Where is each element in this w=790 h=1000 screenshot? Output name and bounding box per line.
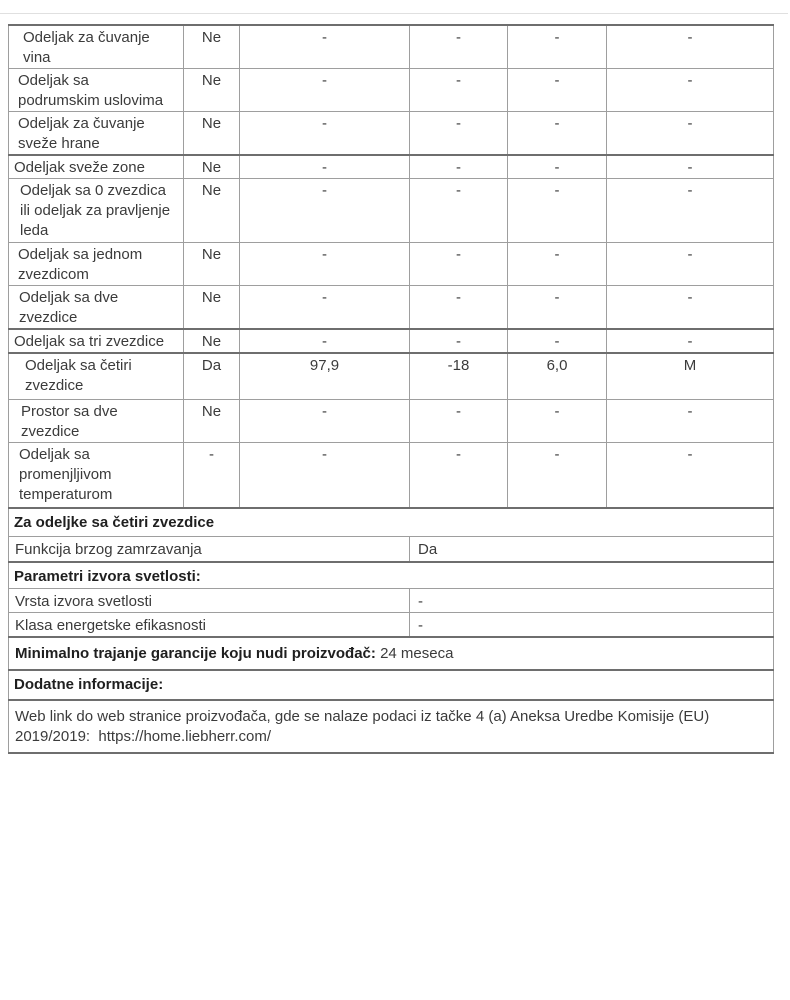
text-line: Odeljak sa četiri [25,357,132,374]
compartment-data-value: - [607,179,774,243]
weblink-text-line2 [15,727,763,747]
compartment-data-value: - [410,69,508,112]
compartment-row [9,329,774,353]
section-header-label: Dodatne informacije: [9,670,774,700]
text-line: Odeljak za čuvanje [23,29,150,46]
text-line: vina [23,49,51,66]
compartment-data-value: - [240,329,410,353]
text-line: ili odeljak za pravljenje [20,202,171,219]
compartment-data-value: - [410,112,508,156]
compartment-row [9,399,774,442]
section-header-label: Parametri izvora svetlosti: [9,562,774,588]
compartment-row [9,112,774,156]
compartment-data-value: - [410,155,508,179]
text-line: temperaturom [19,485,113,503]
compartment-present-value: Ne [184,155,240,179]
text-line: Odeljak sveže zone [14,159,145,176]
compartment-row [9,155,774,179]
compartment-row [9,25,774,69]
weblink-prefix: 2019/2019: [15,727,99,745]
compartment-row [9,179,774,243]
compartment-present-value: Ne [184,25,240,69]
compartment-data-value: - [240,112,410,156]
compartment-data-value: - [607,69,774,112]
compartment-present-value: Da [184,353,240,399]
compartment-data-value: - [240,399,410,442]
text-line: zvezdice [19,309,78,326]
compartment-name [9,243,184,286]
section-header-label: Za odeljke sa četiri zvezdice [9,508,774,536]
compartment-name [9,442,184,508]
compartment-data-value: - [508,286,607,330]
page-divider-line [0,13,788,14]
compartment-data-value: - [607,329,774,353]
compartment-data-value: - [410,399,508,442]
parameter-label: Funkcija brzog zamrzavanja [9,536,410,562]
parameter-label: Klasa energetske efikasnosti [9,612,410,637]
compartment-data-value: - [508,25,607,69]
compartment-data-value: - [240,286,410,330]
compartment-data-value: 97,9 [240,353,410,399]
compartment-row [9,243,774,286]
compartment-name [9,329,184,353]
compartment-data-value: - [410,25,508,69]
compartment-present-value: Ne [184,329,240,353]
parameter-value: - [410,588,774,612]
compartment-data-value: - [607,286,774,330]
compartment-data-value: - [607,155,774,179]
compartment-name [9,25,184,69]
compartment-data-value: - [410,243,508,286]
compartment-data-value: - [410,329,508,353]
parameter-value: Da [410,536,774,562]
weblink-row [9,700,774,753]
compartment-data-value: - [508,243,607,286]
compartment-data-value: - [410,286,508,330]
section-header-row [9,508,774,536]
compartment-data-value: - [240,179,410,243]
compartment-data-value: M [607,353,774,399]
text-line: sveže hrane [18,135,100,152]
compartment-data-value: 6,0 [508,353,607,399]
compartment-present-value: Ne [184,179,240,243]
text-line: Odeljak sa 0 zvezdica [20,182,166,199]
weblink-cell [9,700,774,753]
text-line: Odeljak sa dve [19,289,119,306]
compartment-name [9,69,184,112]
text-line: podrumskim uslovima [18,92,164,109]
compartment-data-value: - [607,442,774,508]
compartment-data-value: - [508,399,607,442]
compartment-data-value: - [508,155,607,179]
parameter-row [9,536,774,562]
weblink-text-line1: Web link do web stranice proizvođača, gde se nalaze podaci iz tačke 4 (a) Aneksa Uredbe Komisije (EU) [15,707,710,725]
parameter-row [9,612,774,637]
compartment-data-value: - [240,25,410,69]
compartment-present-value: Ne [184,112,240,156]
compartment-present-value: Ne [184,399,240,442]
text-line: zvezdicom [18,266,89,283]
compartment-data-value: - [607,112,774,156]
compartment-row [9,69,774,112]
compartment-present-value: Ne [184,69,240,112]
compartment-data-value: - [508,112,607,156]
text-line: Odeljak za čuvanje [18,115,145,132]
parameter-row [9,588,774,612]
compartment-data-value: - [240,155,410,179]
compartment-row [9,286,774,330]
guarantee-value: 24 meseca [375,644,454,662]
compartment-data-value: - [508,329,607,353]
guarantee-cell [9,637,774,670]
text-line: Prostor sa dve [21,402,118,420]
compartment-name [9,155,184,179]
manufacturer-website-link[interactable]: https://home.liebherr.com/ [98,727,272,745]
compartment-name [9,179,184,243]
compartment-data-value: - [508,69,607,112]
compartment-present-value: Ne [184,286,240,330]
compartment-data-value: - [240,69,410,112]
compartment-data-value: - [607,25,774,69]
text-line: Odeljak sa [19,445,90,463]
parameter-label: Vrsta izvora svetlosti [9,588,410,612]
text-line: Odeljak sa tri zvezdice [14,333,165,350]
compartment-data-value: - [508,442,607,508]
compartment-present-value: - [184,442,240,508]
compartment-row [9,353,774,399]
section-header-row [9,562,774,588]
compartment-present-value: Ne [184,243,240,286]
text-line: Odeljak sa jednom [18,246,143,263]
compartment-data-value: -18 [410,353,508,399]
text-line: zvezdice [25,377,84,394]
compartment-row [9,442,774,508]
compartment-data-value: - [240,243,410,286]
compartment-data-value: - [508,179,607,243]
product-spec-table [8,24,774,754]
compartment-name [9,286,184,330]
section-header-row [9,670,774,700]
guarantee-label: Minimalno trajanje garancije koju nudi proizvođač: [15,644,376,662]
text-line: promenjljivom [19,465,112,483]
compartment-name [9,353,184,399]
compartment-data-value: - [410,442,508,508]
compartment-data-value: - [607,243,774,286]
text-line: zvezdice [21,422,80,440]
compartment-data-value: - [240,442,410,508]
compartment-data-value: - [410,179,508,243]
compartment-data-value: - [607,399,774,442]
compartment-name [9,112,184,156]
parameter-value: - [410,612,774,637]
guarantee-row [9,637,774,670]
compartment-name [9,399,184,442]
text-line: Odeljak sa [18,72,89,89]
text-line: leda [20,222,49,239]
